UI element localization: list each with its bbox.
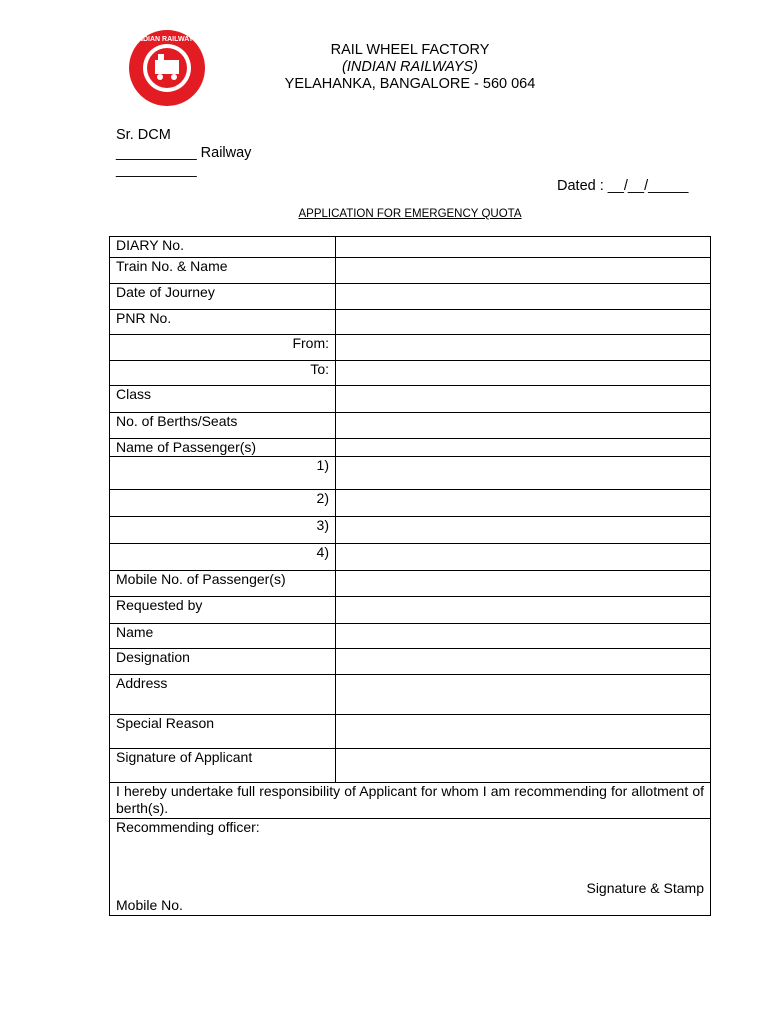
- table-row: [110, 439, 711, 457]
- addressee-title: Sr. DCM: [116, 127, 171, 143]
- to-label: To:: [110, 361, 336, 386]
- journey-date-label: Date of Journey: [110, 284, 336, 310]
- date-field[interactable]: Dated : __/__/_____: [557, 178, 689, 194]
- table-row: [110, 490, 711, 517]
- table-row: [110, 413, 711, 439]
- addressee-blank: __________: [116, 162, 197, 178]
- form-title: APPLICATION FOR EMERGENCY QUOTA: [298, 208, 522, 220]
- mobile-field[interactable]: [336, 571, 711, 597]
- addressee-block: [116, 127, 251, 180]
- pnr-field[interactable]: [336, 310, 711, 335]
- factory-name: RAIL WHEEL FACTORY: [330, 42, 490, 58]
- special-reason-field[interactable]: [336, 715, 711, 749]
- name-field[interactable]: [336, 624, 711, 649]
- undertaking-text: I hereby undertake full responsibility of Applicant for whom I am recommending for allotment of berth(s).: [110, 783, 711, 819]
- table-row: [110, 361, 711, 386]
- train-label: Train No. & Name: [110, 258, 336, 284]
- table-row: [110, 544, 711, 571]
- factory-address: YELAHANKA, BANGALORE - 560 064: [284, 76, 536, 92]
- table-row: [110, 284, 711, 310]
- passenger-1-label: 1): [110, 457, 336, 490]
- table-row: [110, 571, 711, 597]
- addressee-railway: __________ Railway: [116, 144, 252, 161]
- train-field[interactable]: [336, 258, 711, 284]
- passenger-4-label: 4): [110, 544, 336, 571]
- mobile-label: Mobile No. of Passenger(s): [110, 571, 336, 597]
- designation-label: Designation: [110, 649, 336, 675]
- table-row: [110, 517, 711, 544]
- journey-date-field[interactable]: [336, 284, 711, 310]
- passenger-3-label: 3): [110, 517, 336, 544]
- passengers-label: Name of Passenger(s): [110, 439, 336, 457]
- berths-label: No. of Berths/Seats: [110, 413, 336, 439]
- passengers-header-field[interactable]: [336, 439, 711, 457]
- name-label: Name: [110, 624, 336, 649]
- table-row: [110, 649, 711, 675]
- officer-mobile-label: Mobile No.: [116, 897, 183, 913]
- table-row: [110, 457, 711, 490]
- from-label: From:: [110, 335, 336, 361]
- class-field[interactable]: [336, 386, 711, 413]
- recommending-officer-cell[interactable]: [110, 819, 711, 916]
- application-form-table: [109, 236, 711, 916]
- table-row: [110, 258, 711, 284]
- signature-stamp-label: Signature & Stamp: [586, 880, 704, 896]
- table-row: [110, 715, 711, 749]
- designation-field[interactable]: [336, 649, 711, 675]
- berths-field[interactable]: [336, 413, 711, 439]
- special-reason-label: Special Reason: [110, 715, 336, 749]
- svg-text:INDIAN RAILWAYS: INDIAN RAILWAYS: [136, 36, 198, 43]
- letterhead: [230, 42, 590, 93]
- table-row: [110, 675, 711, 715]
- table-row: [110, 783, 711, 819]
- table-row: [110, 597, 711, 624]
- table-row: [110, 819, 711, 916]
- recommending-officer-label: Recommending officer:: [116, 819, 260, 835]
- diary-label: DIARY No.: [110, 237, 336, 258]
- to-field[interactable]: [336, 361, 711, 386]
- requested-by-label: Requested by: [110, 597, 336, 624]
- indian-railways-logo: [127, 28, 207, 108]
- table-row: [110, 310, 711, 335]
- address-label: Address: [110, 675, 336, 715]
- class-label: Class: [110, 386, 336, 413]
- from-field[interactable]: [336, 335, 711, 361]
- pnr-label: PNR No.: [110, 310, 336, 335]
- passenger-4-field[interactable]: [336, 544, 711, 571]
- requested-by-field[interactable]: [336, 597, 711, 624]
- table-row: [110, 624, 711, 649]
- signature-field[interactable]: [336, 749, 711, 783]
- passenger-1-field[interactable]: [336, 457, 711, 490]
- diary-field[interactable]: [336, 237, 711, 258]
- address-field[interactable]: [336, 675, 711, 715]
- table-row: [110, 749, 711, 783]
- organization-name: (INDIAN RAILWAYS): [342, 59, 478, 75]
- passenger-2-field[interactable]: [336, 490, 711, 517]
- signature-label: Signature of Applicant: [110, 749, 336, 783]
- table-row: [110, 237, 711, 258]
- passenger-2-label: 2): [110, 490, 336, 517]
- table-row: [110, 335, 711, 361]
- passenger-3-field[interactable]: [336, 517, 711, 544]
- table-row: [110, 386, 711, 413]
